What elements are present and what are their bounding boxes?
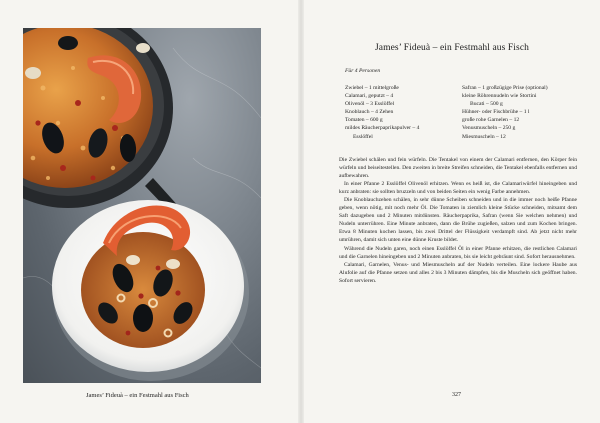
page-number: 327 bbox=[452, 392, 461, 398]
ingredient-item: Knoblauch – 4 Zehen bbox=[345, 109, 394, 116]
ingredient-item: große rohe Garnelen – 12 bbox=[462, 117, 520, 124]
ingredient-item: Zwiebel – 1 mittelgroße bbox=[345, 85, 399, 91]
ingredient-item: Tomaten – 600 g bbox=[345, 117, 383, 124]
instruction-paragraph: Während die Nudeln garen, noch einen Esslöffel Öl in einer Pfanne erhitzen, die restlichen Calamari und die Garnelen hineingeben und 2 Minuten anbraten, bis sie leicht gebräunt sind. Sofort herausnehmen. bbox=[339, 245, 577, 260]
ingredient-item: Safran – 1 großzügige Prise (optional) bbox=[462, 85, 548, 91]
ingredient-list-left bbox=[345, 84, 457, 141]
instruction-paragraph: Die Zwiebel schälen und fein würfeln. Die Tentakel von einem der Calamari entfernen, den Körper fein würfeln und beiseitestellen. Den zweiten in breite Streifen schneiden, die Tentakel ebenfalls entfernen und aufbewahren. bbox=[339, 157, 577, 180]
ingredient-item: mildes Räucherpaprikapulver – 4 bbox=[345, 125, 420, 132]
instruction-paragraph: Calamari, Garnelen, Venus- und Miesmuscheln auf der Nudeln verteilen. Eine lockere Haube aus Alufolie auf die Pfanne setzen und alles 2 bis 3 Minuten dämpfen, bis die Muscheln sich geöffnet haben. Sofort servieren. bbox=[339, 261, 577, 284]
ingredient-item: Olivenöl – 3 Esslöffel bbox=[345, 101, 395, 108]
left-running-footer: James’ Fideuà – ein Festmahl aus Fisch bbox=[86, 392, 189, 399]
ingredient-item: Miesmuscheln – 12 bbox=[462, 133, 506, 140]
serving-plate bbox=[52, 200, 249, 381]
ingredient-list-right bbox=[462, 84, 580, 141]
ingredient-item: Calamari, geputzt – 4 bbox=[345, 93, 394, 100]
ingredient-item: Venusmuscheln – 250 g bbox=[462, 125, 516, 132]
ingredient-item: kleine Röhrennudeln wie Stortini bbox=[462, 93, 537, 100]
instruction-paragraph: In einer Pfanne 2 Esslöffel Olivenöl erhitzen. Wenn es heiß ist, die Calamariwürfel hineingeben und kurz anbraten: sie sollten bruzzeln und von beiden Seiten ein wenig Farbe annehmen. bbox=[339, 181, 577, 196]
recipe-instructions bbox=[339, 156, 577, 285]
instruction-paragraph: Die Knoblauchzehen schälen, in sehr dünne Scheiben schneiden und in die immer noch heiße Pfanne geben, wenn nötig, mit noch mehr Öl. Die Tomaten in ziemlich kleine Stücke schneiden, mitsamt dem Saft dazugeben und 2 Minuten mitdünsten. Räucherpaprika, Safran (wenn Sie welchen nehmen) und Nudeln unterrühren. Eine Minute anbraten, dann die Brühe zugießen, salzen und zum Kochen bringen. Etwa 8 Minuten kochen lassen, bis zwei Drittel der Flüssigkeit verdampft sind. Ab jetzt nicht mehr umrühren, damit sich unten eine dünne Kruste bildet. bbox=[339, 197, 577, 244]
food-photo bbox=[23, 28, 261, 383]
ingredient-item: Hühner- oder Fischbrühe – 1 l bbox=[462, 109, 530, 116]
ingredient-item: Esslöffel bbox=[353, 133, 373, 140]
book-gutter bbox=[298, 0, 304, 423]
ingredient-item: Bucati – 500 g bbox=[470, 101, 503, 108]
serves-note: Für 4 Personen bbox=[345, 68, 381, 74]
recipe-title: James’ Fideuà – ein Festmahl aus Fisch bbox=[374, 43, 530, 53]
